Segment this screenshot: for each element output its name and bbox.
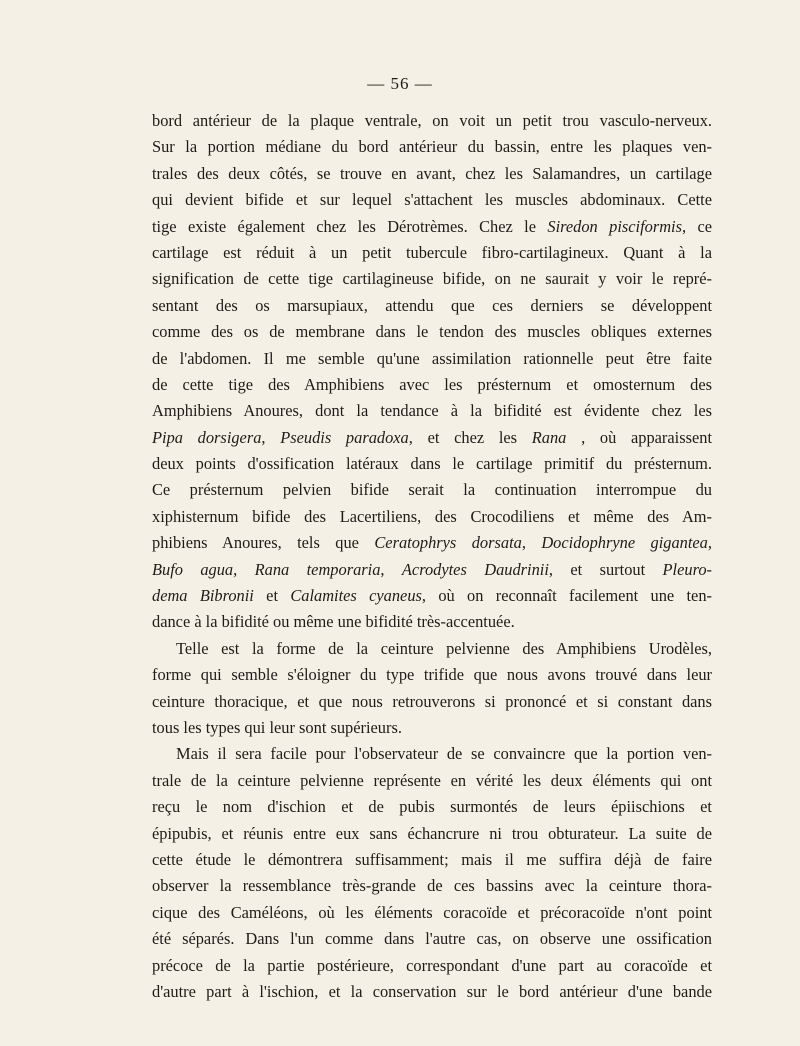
text-segment: cique des Caméléons, où les éléments coracoïde et précoracoïde n'ont point — [152, 902, 712, 922]
text-segment: xiphisternum bifide des Lacertiliens, des Crocodiliens et même des Am- — [152, 506, 712, 526]
text-line — [152, 821, 712, 847]
text-line — [152, 477, 712, 503]
text-segment: , — [261, 427, 281, 447]
text-segment: qui devient bifide et sur lequel s'attachent les muscles abdominaux. Cette — [152, 190, 712, 210]
text-line — [152, 794, 712, 820]
text-line — [152, 451, 712, 477]
text-line — [152, 741, 712, 767]
text-segment: Ce présternum pelvien bifide serait la continuation interrompue du — [152, 480, 712, 500]
text-segment: cartilage est réduit à un petit tubercule fibro-cartilagineux. Quant à la — [152, 242, 712, 262]
text-segment: phibiens Anoures, tels que — [152, 533, 375, 553]
text-segment: tous les types qui leur sont supérieurs. — [152, 717, 402, 737]
text-segment: d'autre part à l'ischion, et la conservation sur le bord antérieur d'une bande — [152, 981, 712, 1001]
text-line — [152, 873, 712, 899]
text-segment: et — [253, 586, 291, 606]
text-line — [152, 530, 712, 556]
text-line — [152, 161, 712, 187]
text-segment: cette étude le démontrera suffisamment; mais il me suffira déjà de faire — [152, 849, 712, 869]
text-line — [152, 504, 712, 530]
text-line — [152, 425, 712, 451]
text-segment: , — [707, 533, 712, 553]
text-line — [152, 266, 712, 292]
text-segment: trales des deux côtés, se trouve en avant, chez les Salamandres, un cartilage — [152, 163, 712, 183]
text-segment: dance à la bifidité ou même une bifidité très-accentuée. — [152, 612, 515, 632]
text-segment: Mais il sera facile pour l'observateur de se convaincre que la portion ven- — [176, 744, 712, 764]
text-line — [152, 134, 712, 160]
italic-species-name: Siredon pisciformis — [547, 216, 682, 236]
text-segment: , ce — [681, 216, 712, 236]
text-segment: , où on reconnaît facilement une ten- — [421, 586, 712, 606]
text-line — [152, 398, 712, 424]
text-segment: bord antérieur de la plaque ventrale, on voit un petit trou vasculo-nerveux. — [152, 111, 712, 130]
text-line — [152, 953, 712, 979]
italic-species-name: dema Bibronii — [152, 586, 254, 606]
text-segment: deux points d'ossification latéraux dans le cartilage primitif du présternum. — [152, 454, 712, 474]
text-segment: tige existe également chez les Dérotrèmes. Chez le — [152, 216, 548, 236]
text-segment: , et chez les — [408, 427, 532, 447]
text-line — [152, 583, 712, 609]
text-segment: reçu le nom d'ischion et de pubis surmontés de leurs épiischions et — [152, 797, 712, 817]
text-line — [152, 372, 712, 398]
text-line — [152, 319, 712, 345]
text-line — [152, 768, 712, 794]
text-segment: épipubis, et réunis entre eux sans échancrure ni trou obturateur. La suite de — [152, 823, 712, 843]
text-segment: été séparés. Dans l'un comme dans l'autre cas, on observe une ossification — [152, 929, 712, 949]
body-text — [152, 108, 712, 1005]
text-segment: précoce de la partie postérieure, correspondant d'une part au coracoïde et — [152, 955, 712, 975]
italic-species-name: Ceratophrys dorsata — [374, 533, 522, 553]
italic-species-name: Pseudis paradoxa — [280, 427, 409, 447]
text-segment: de cette tige des Amphibiens avec les présternum et omosternum des — [152, 374, 712, 394]
text-segment: de l'abdomen. Il me semble qu'une assimilation rationnelle peut être faite — [152, 348, 712, 368]
text-segment: forme qui semble s'éloigner du type trifide que nous avons trouvé dans leur — [152, 665, 712, 685]
text-line — [152, 187, 712, 213]
text-line — [152, 689, 712, 715]
italic-species-name: Calamites cyaneus — [290, 586, 422, 606]
italic-species-name: Rana temporaria — [254, 559, 381, 579]
italic-species-name: Acrodytes Daudrinii — [401, 559, 549, 579]
italic-species-name: Pipa dorsigera — [152, 427, 262, 447]
text-segment: , — [380, 559, 402, 579]
text-segment: comme des os de membrane dans le tendon des muscles obliques externes — [152, 322, 712, 342]
text-line — [152, 346, 712, 372]
text-line — [152, 240, 712, 266]
text-segment: , — [521, 533, 542, 553]
text-segment: signification de cette tige cartilagineuse bifide, on ne saurait y voir le repré- — [152, 269, 712, 289]
text-line — [152, 108, 712, 134]
text-line — [152, 609, 712, 635]
text-segment: observer la ressemblance très-grande de ces bassins avec la ceinture thora- — [152, 876, 712, 896]
text-line — [152, 636, 712, 662]
text-segment: Sur la portion médiane du bord antérieur du bassin, entre les plaques ven- — [152, 137, 712, 157]
text-segment: trale de la ceinture pelvienne représente en vérité les deux éléments qui ont — [152, 770, 712, 790]
text-segment: , — [233, 559, 255, 579]
text-line — [152, 847, 712, 873]
text-line — [152, 214, 712, 240]
italic-species-name: Bufo agua — [152, 559, 234, 579]
text-line — [152, 557, 712, 583]
text-line — [152, 715, 712, 741]
text-segment: ceinture thoracique, et que nous retrouverons si prononcé et si constant dans — [152, 691, 712, 711]
text-line — [152, 926, 712, 952]
text-line — [152, 979, 712, 1005]
text-segment: Amphibiens Anoures, dont la tendance à la bifidité est évidente chez les — [152, 401, 712, 421]
italic-species-name: Pleuro- — [662, 559, 712, 579]
text-segment: sentant des os marsupiaux, attendu que ces derniers se développent — [152, 295, 712, 315]
italic-species-name: Rana — [531, 427, 567, 447]
text-line — [152, 900, 712, 926]
text-line — [152, 662, 712, 688]
text-segment: , où apparaissent — [566, 427, 712, 447]
text-segment: , et surtout — [548, 559, 663, 579]
page-number: — 56 — — [367, 74, 433, 93]
text-line — [152, 293, 712, 319]
italic-species-name: Docidophryne gigantea — [541, 533, 708, 553]
text-segment: Telle est la forme de la ceinture pelvienne des Amphibiens Urodèles, — [176, 638, 712, 658]
